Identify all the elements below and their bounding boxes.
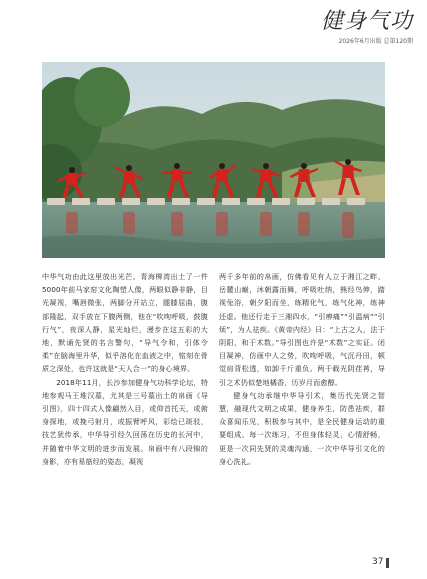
- paragraph: 中华气功由此这里放出光芒。青海柳湾出土了一件5000年前马家窑文化陶塑人像，两眼似静非静，目光凝视，嘴唇微张，两脚分开站立，腿膝屈曲，腹部隆起，双手放在下腹两侧，他在“吹呴呼吸，鼓腹行气”，夜深人静，星光灿烂，漫步在这五彩的大地，默诵先贤的名言警句，“导气令和，引体令柔”在脑海里升华，似乎溶化在血液之中，铭刻在骨质之深处，也许这就是“天人合一”的身心境界。: [42, 272, 208, 374]
- magazine-logo: 健身气功: [320, 9, 413, 34]
- paragraph: 2018年11月，长沙参加健身气功科学论坛，特地参观马王堆汉墓，尤其是三号墓出土的帛画《导引图》，四十四式人像翩然入目，或仰首托天，或俯身探地，或挽弓射月，或振臂呼风，彩绘已斑驳，技艺犹传承，中华导引经久回荡在历史的长河中，并随着中华文明的进步而发展。帛画中有八段锦的身影，亦有易筋经的姿态，凝视: [42, 377, 208, 466]
- paragraph: 健身气功承继中华导引术，集历代先贤之智慧，融现代文明之成果，健身养生，防患祛疾，群众喜闻乐见，积极参与其中，是全民健身运动的重要组成。每一次练习，不但身体轻灵，心情舒畅，更是一次同先贤的灵魂沟通，一次中华导引文化的身心洗礼。: [219, 390, 385, 466]
- right-column: [219, 270, 385, 468]
- page-number: 37: [372, 557, 384, 567]
- page-header: [0, 0, 427, 60]
- river-practice-illustration: [42, 62, 385, 258]
- paragraph: 两千多年前的帛画，仿佛看见有人立于湘江之畔、岳麓山巅，沐朝露而舞，呼吸吐纳，熊经鸟伸，踏视兔浴，朝夕阳而坐，练精化气，练气化神，练神还虚。他还行走于三湘四水，“引痹痛”“引温病”“引烦”，为人祛疾。《黄帝内经》曰：“上古之人，法于阴阳，和于术数。”导引图也许是“术数”之实证。闭目凝神，仿画中人之势，吹呴呼吸，气沉丹田，顿觉肩背松透，如卸千斤重负。两千载光阴荏苒，导引之术仍似楚地橘香，历岁月而愈醇。: [219, 272, 385, 387]
- left-column: [42, 270, 208, 468]
- page-marker-bar: [386, 558, 389, 568]
- issue-info: 2026年6月出版 总第120期: [338, 38, 413, 45]
- feature-photo: [42, 62, 385, 258]
